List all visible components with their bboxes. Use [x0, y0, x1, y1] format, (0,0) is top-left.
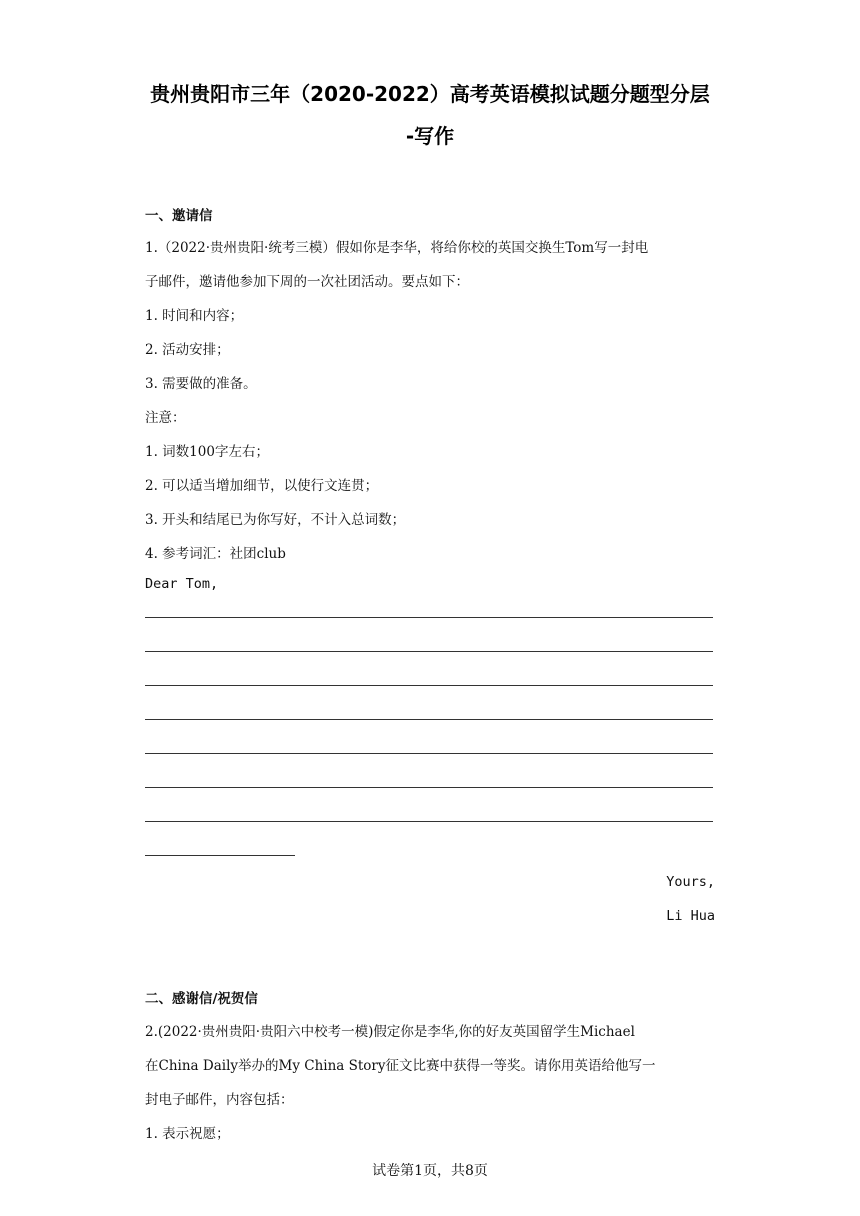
question1-point-2: 2. 活动安排； [145, 342, 230, 358]
letter-greeting: Dear Tom, [145, 576, 219, 592]
question1-note-1: 1. 词数100字左右； [145, 444, 269, 460]
question2-point-1: 1. 表示祝愿； [145, 1126, 230, 1142]
page-title-line1: 贵州贵阳市三年（2020-2022）高考英语模拟试题分题型分层 [150, 82, 710, 106]
question1-line1: 1.（2022·贵州贵阳·统考三模）假如你是李华，将给你校的英国交换生Tom写一封电 [145, 240, 649, 256]
page-footer: 试卷第1页，共8页 [372, 1163, 488, 1179]
question1-point-3: 3. 需要做的准备。 [145, 376, 257, 392]
question1-note-3: 3. 开头和结尾已为你写好，不计入总词数； [145, 512, 406, 528]
letter-signature: Li Hua [666, 908, 715, 924]
question2-line1: 2.(2022·贵州贵阳·贵阳六中校考一模)假定你是李华,你的好友英国留学生Michael [145, 1024, 635, 1040]
question1-note-2: 2. 可以适当增加细节，以使行文连贯； [145, 478, 379, 494]
answer-line[interactable] [145, 685, 713, 686]
question2-line3: 封电子邮件，内容包括： [145, 1092, 294, 1108]
answer-line[interactable] [145, 787, 713, 788]
answer-line[interactable] [145, 617, 713, 618]
answer-line[interactable] [145, 753, 713, 754]
question1-note-label: 注意： [145, 410, 186, 426]
section1-heading: 一、邀请信 [145, 208, 213, 224]
question1-note-4: 4. 参考词汇：社团club [145, 546, 286, 562]
question1-line2: 子邮件，邀请他参加下周的一次社团活动。要点如下： [145, 274, 469, 290]
question1-point-1: 1. 时间和内容； [145, 308, 244, 324]
answer-line[interactable] [145, 821, 713, 822]
section2-heading: 二、感谢信/祝贺信 [145, 991, 258, 1007]
question2-line2: 在China Daily举办的My China Story征文比赛中获得一等奖。请你用英语给他写一 [145, 1058, 656, 1074]
page-title-line2: -写作 [405, 124, 455, 148]
answer-line[interactable] [145, 855, 295, 856]
letter-closing: Yours, [666, 874, 715, 890]
answer-line[interactable] [145, 651, 713, 652]
answer-line[interactable] [145, 719, 713, 720]
